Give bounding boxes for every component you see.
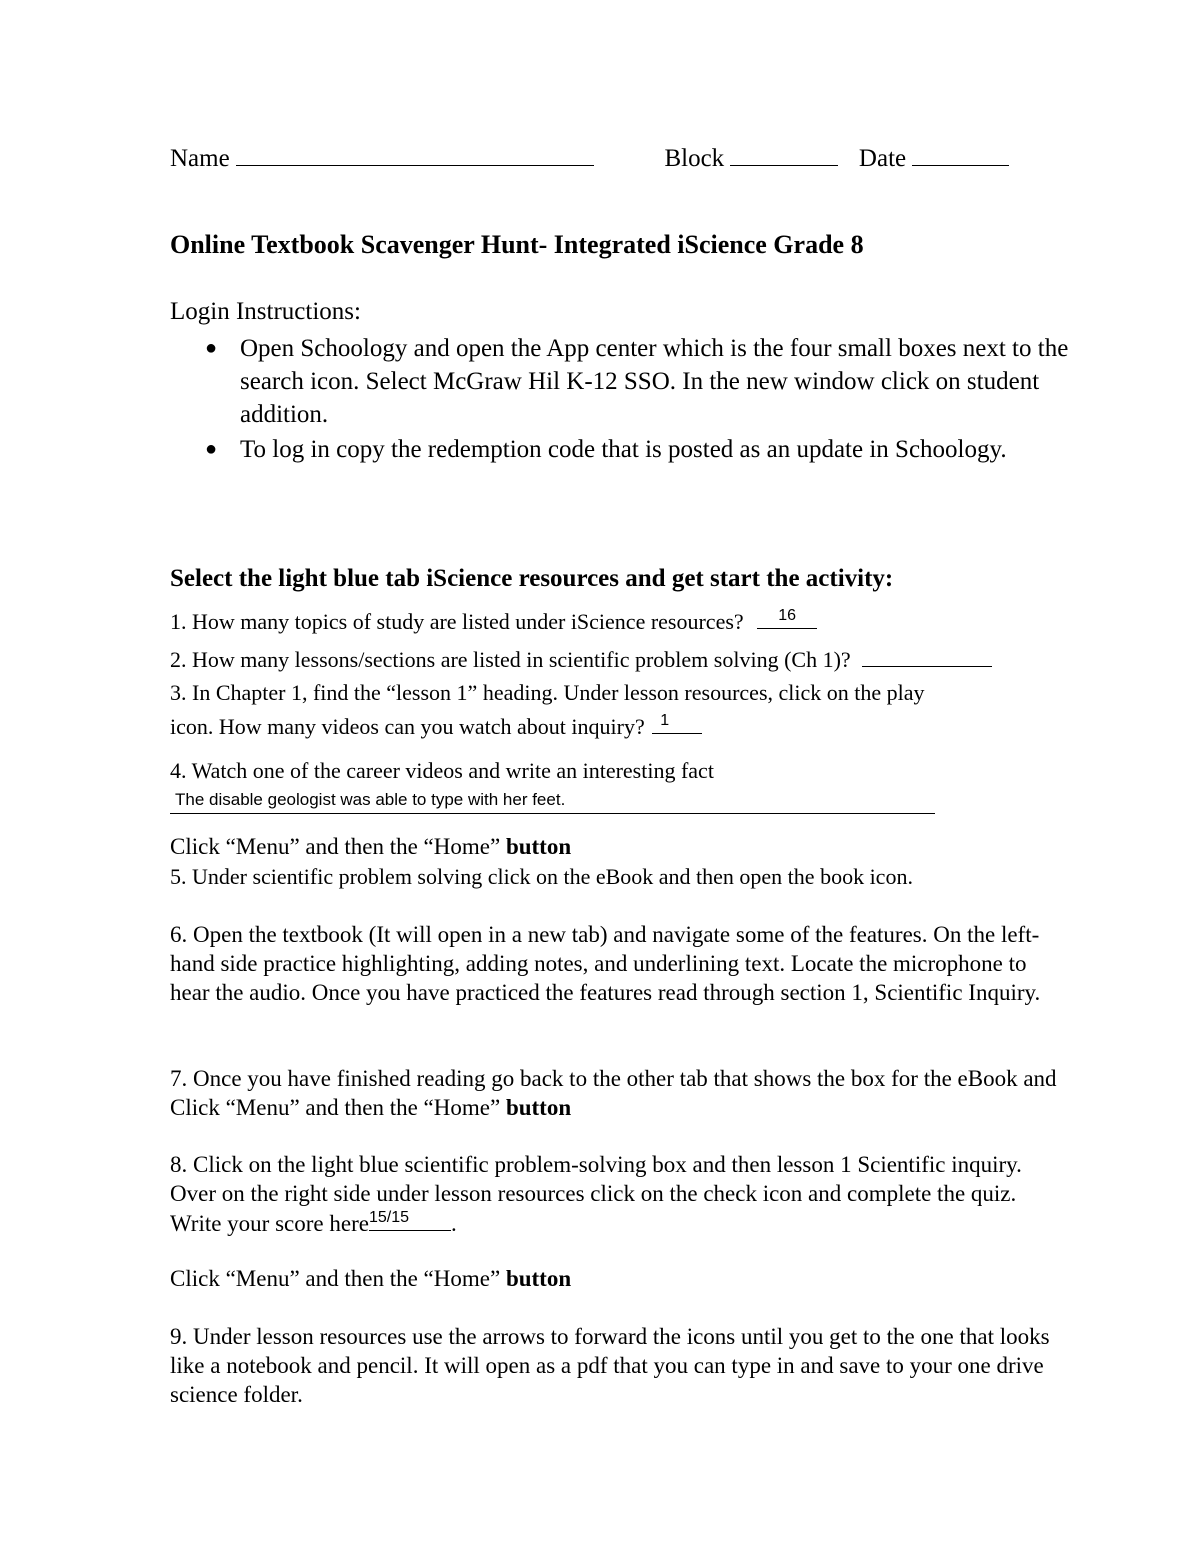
question-8-text: 8. Click on the light blue scientific problem-solving box and then lesson 1 Scientific inquiry. Over on the right side under lesson resources click on the check icon and complete the quiz. Write your score here [170,1152,1022,1236]
question-7 [170,1064,1070,1122]
menu-home-text: Click “Menu” and then the “Home” [170,1266,506,1291]
question-5: 5. Under scientific problem solving click on the eBook and then open the book icon. [170,864,913,889]
bullet-icon: ● [205,337,218,359]
answer-2-field[interactable] [862,644,992,667]
question-4: 4. Watch one of the career videos and write an interesting fact [170,758,714,783]
question-9: 9. Under lesson resources use the arrows to forward the icons until you get to the one that looks like a notebook and pencil. It will open as a pdf that you can type in and save to your one drive science folder. [170,1324,1050,1407]
button-word: button [505,1095,572,1120]
header-row [170,143,1009,174]
answer-1-field[interactable] [757,606,817,629]
answer-1-value: 16 [778,607,797,624]
login-bullet-2: To log in copy the redemption code that is posted as an update in Schoology. [240,436,1007,463]
answer-3-value: 1 [660,712,670,729]
question-1-text: 1. How many topics of study are listed under iScience resources? [170,609,744,634]
question-3-line-2 [170,711,702,742]
date-field[interactable] [912,143,1009,166]
document-title: Online Textbook Scavenger Hunt- Integrated iScience Grade 8 [170,230,864,259]
answer-8-value: 15/15 [368,1209,409,1226]
date-label: Date [858,145,907,172]
menu-home-text: Click “Menu” and then the “Home” [170,834,506,859]
question-1 [170,606,817,637]
name-field[interactable] [236,143,594,166]
login-bullet-1: Open Schoology and open the App center which is the four small boxes next to the search icon. Select McGraw Hil K-12 SSO. In the new window click on student addition. [240,335,1069,428]
question-3-text: icon. How many videos can you watch about inquiry? [170,714,645,739]
button-word: button [505,834,572,859]
section-heading: Select the light blue tab iScience resources and get start the activity: [170,565,894,592]
answer-4-value: The disable geologist was able to type with her feet. [175,790,566,809]
question-7-text: 7. Once you have finished reading go back to the other tab that shows the box for the eBook and Click “Menu” and then the “Home” [170,1066,1057,1120]
question-3-line-1: 3. In Chapter 1, find the “lesson 1” heading. Under lesson resources, click on the play [170,680,925,705]
block-field[interactable] [730,143,838,166]
login-heading: Login Instructions: [170,298,361,325]
menu-home-instruction-2 [170,1264,571,1294]
bullet-icon: ● [205,438,218,460]
button-word: button [505,1266,572,1291]
answer-4-field[interactable] [170,788,935,814]
question-6: 6. Open the textbook (It will open in a new tab) and navigate some of the features. On the left-hand side practice highlighting, adding notes, and underlining text. Locate the microphone to hear the audio. Once you have practiced the features read through section 1, Scientific Inquiry. [170,922,1041,1005]
answer-3-field[interactable] [652,711,702,734]
question-2 [170,644,992,675]
menu-home-instruction-1 [170,832,571,862]
name-label: Name [170,145,230,172]
question-8 [170,1150,1070,1238]
question-2-text: 2. How many lessons/sections are listed in scientific problem solving (Ch 1)? [170,647,851,672]
question-8-suffix: . [450,1211,457,1236]
answer-8-field[interactable] [369,1208,451,1231]
block-label: Block [664,145,725,172]
